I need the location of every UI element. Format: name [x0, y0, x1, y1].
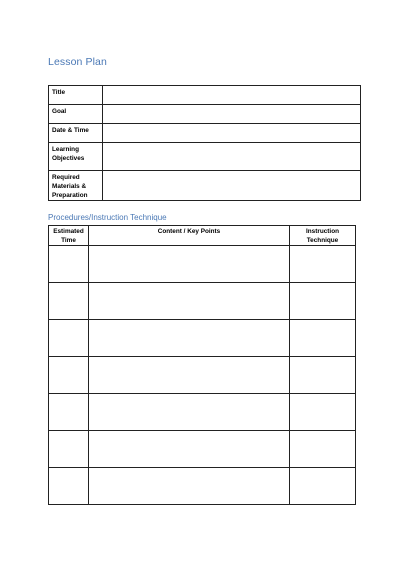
page-title: Lesson Plan: [48, 56, 107, 68]
content-cell[interactable]: [89, 320, 290, 357]
info-value-field[interactable]: [103, 124, 361, 143]
technique-cell[interactable]: [290, 431, 356, 468]
column-header-content: Content / Key Points: [89, 226, 290, 246]
info-row-goal: [49, 105, 361, 124]
info-label: Learning Objectives: [49, 143, 103, 171]
procedures-heading: Procedures/Instruction Technique: [48, 213, 167, 222]
info-value-field[interactable]: [103, 143, 361, 171]
content-cell[interactable]: [89, 468, 290, 505]
info-label: Title: [49, 86, 103, 105]
column-header-instruction-technique: Instruction Technique: [290, 226, 356, 246]
time-cell[interactable]: [49, 246, 89, 283]
info-row-date-time: [49, 124, 361, 143]
info-row-required-materials: [49, 171, 361, 201]
technique-cell[interactable]: [290, 394, 356, 431]
technique-cell[interactable]: [290, 246, 356, 283]
content-cell[interactable]: [89, 246, 290, 283]
technique-cell[interactable]: [290, 320, 356, 357]
info-row-learning-objectives: [49, 143, 361, 171]
table-row: [49, 468, 356, 505]
content-cell[interactable]: [89, 431, 290, 468]
table-row: [49, 283, 356, 320]
time-cell[interactable]: [49, 394, 89, 431]
time-cell[interactable]: [49, 431, 89, 468]
content-cell[interactable]: [89, 394, 290, 431]
time-cell[interactable]: [49, 357, 89, 394]
table-row: [49, 246, 356, 283]
table-row: [49, 357, 356, 394]
time-cell[interactable]: [49, 468, 89, 505]
column-header-estimated-time: Estimated Time: [49, 226, 89, 246]
info-label: Goal: [49, 105, 103, 124]
lesson-info-table: [48, 85, 361, 201]
table-row: [49, 320, 356, 357]
technique-cell[interactable]: [290, 468, 356, 505]
info-value-field[interactable]: [103, 86, 361, 105]
table-row: [49, 431, 356, 468]
content-cell[interactable]: [89, 283, 290, 320]
procedures-header-row: [49, 226, 356, 246]
table-row: [49, 394, 356, 431]
time-cell[interactable]: [49, 283, 89, 320]
content-cell[interactable]: [89, 357, 290, 394]
technique-cell[interactable]: [290, 357, 356, 394]
info-value-field[interactable]: [103, 171, 361, 201]
info-label: Date & Time: [49, 124, 103, 143]
procedures-table: [48, 225, 356, 505]
info-row-title: [49, 86, 361, 105]
info-label: Required Materials & Preparation: [49, 171, 103, 201]
info-value-field[interactable]: [103, 105, 361, 124]
technique-cell[interactable]: [290, 283, 356, 320]
time-cell[interactable]: [49, 320, 89, 357]
